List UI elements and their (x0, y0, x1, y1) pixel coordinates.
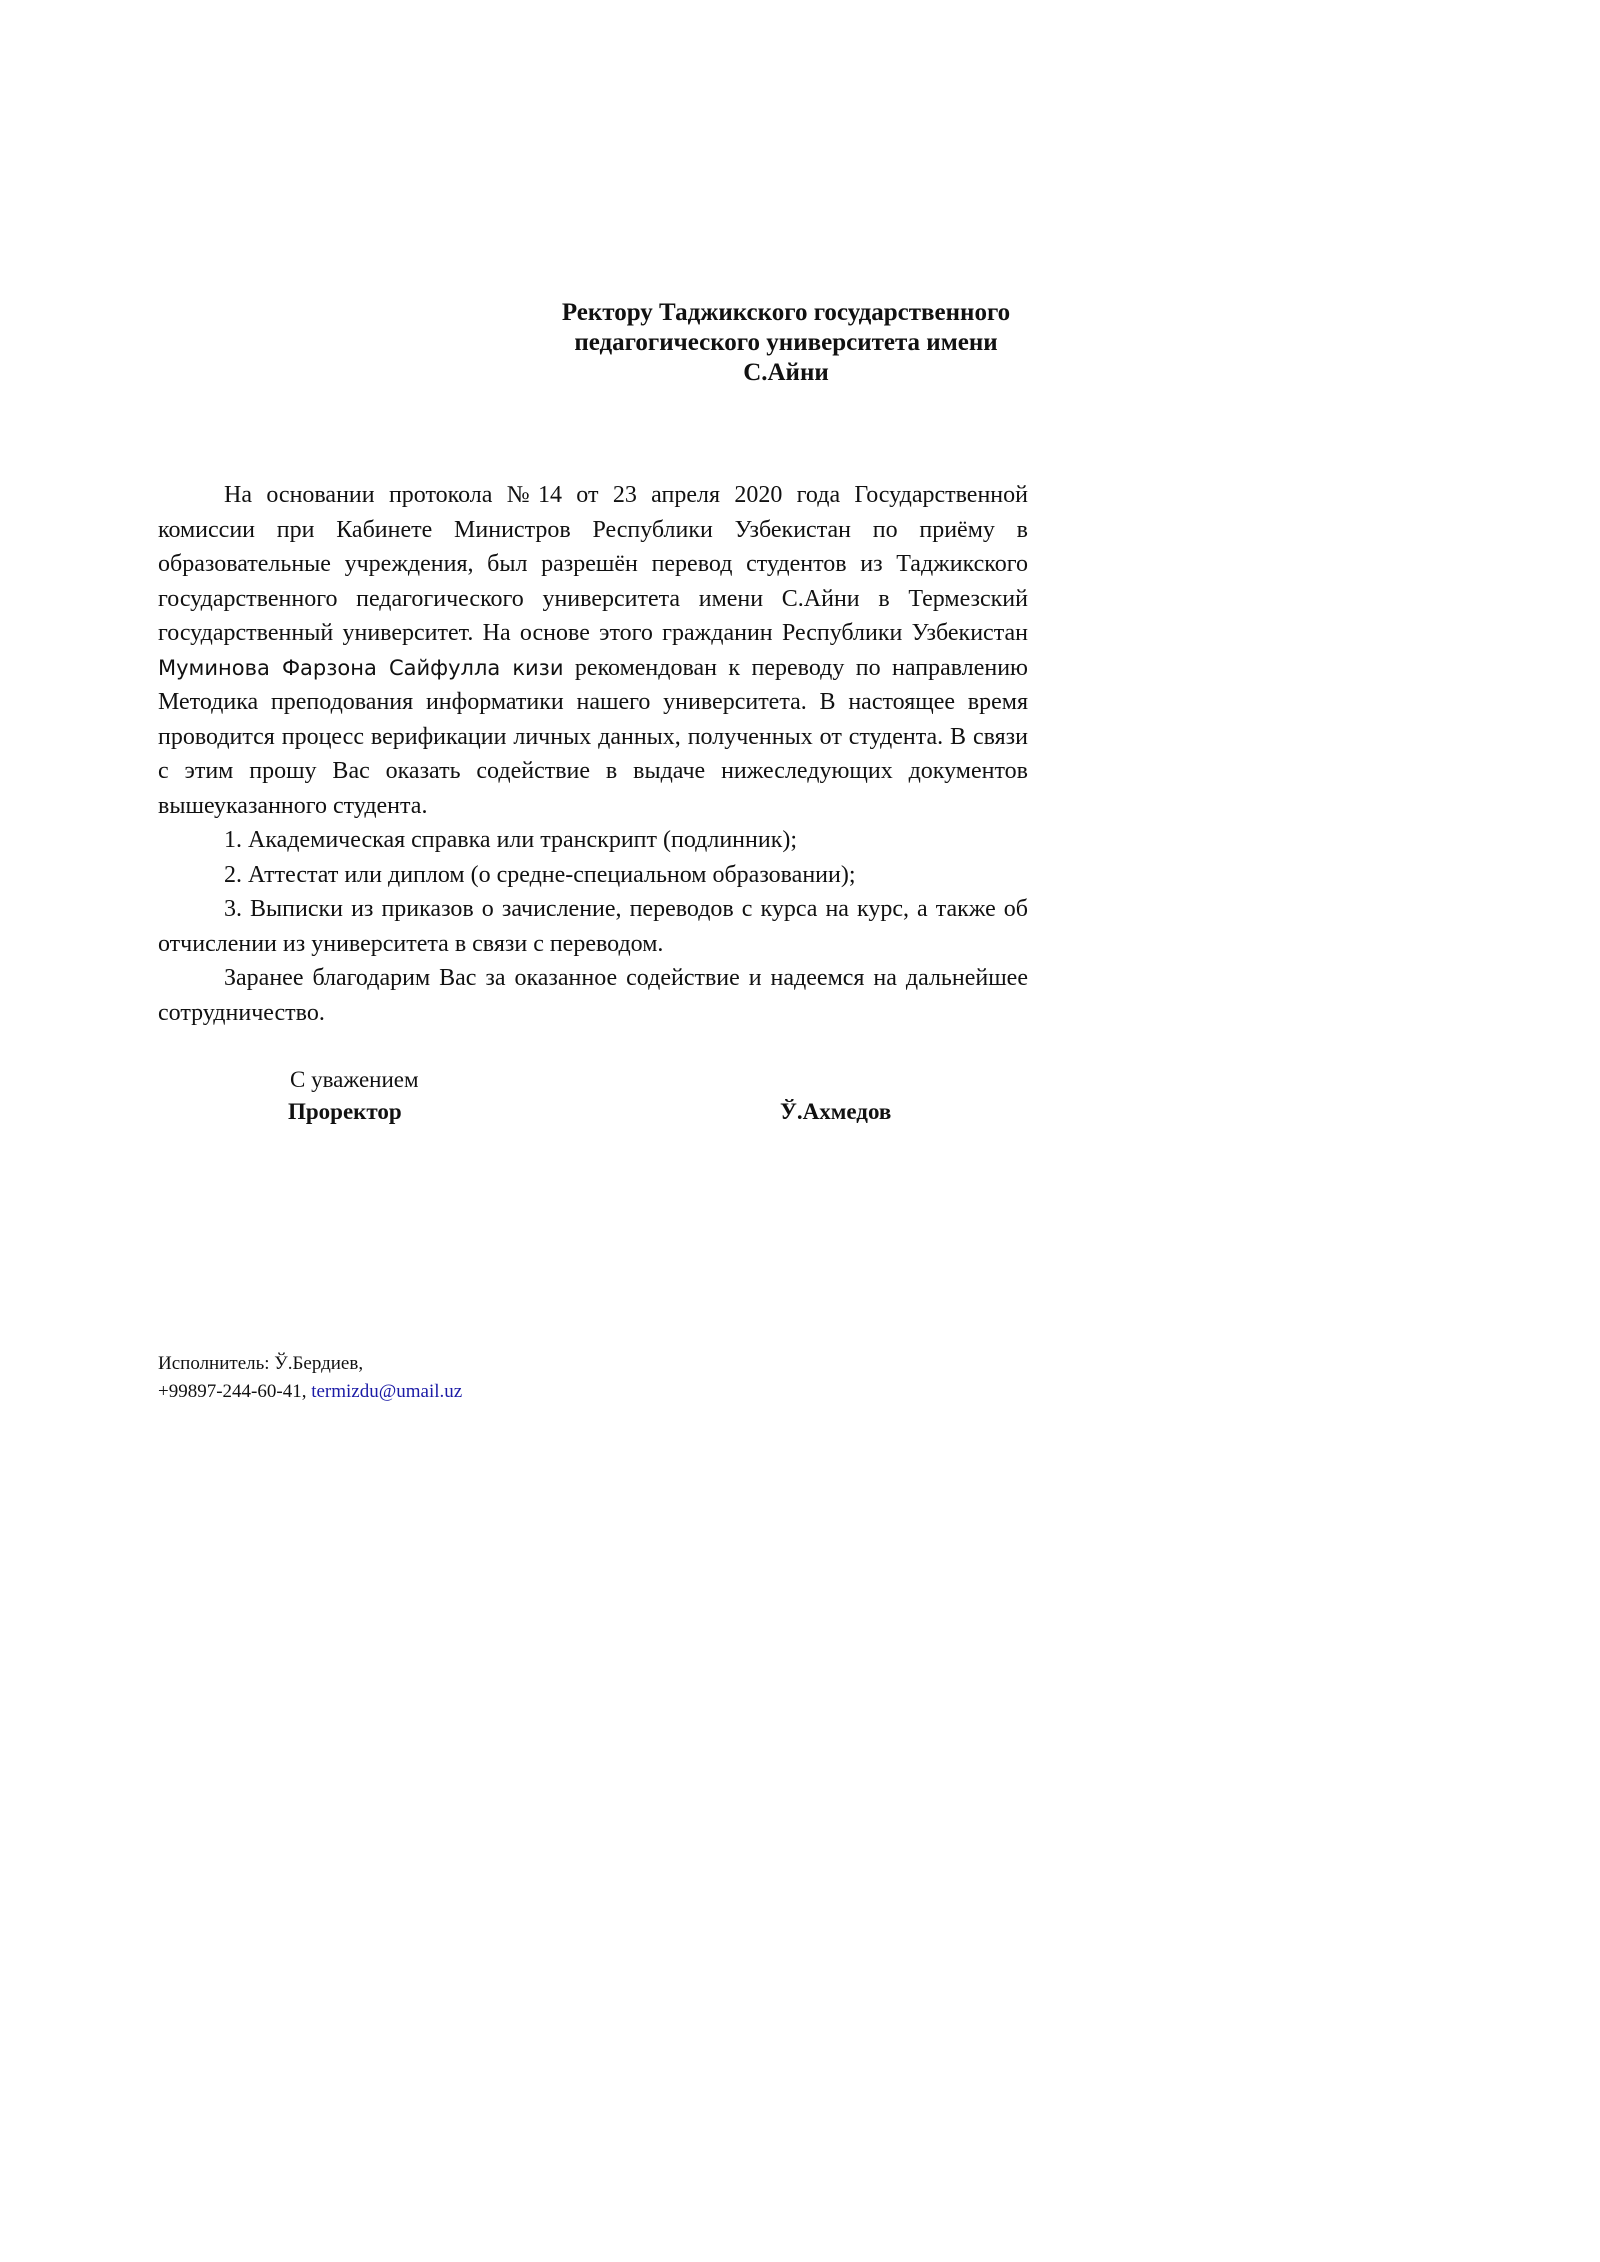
signer-name: Ў.Ахмедов (780, 1099, 892, 1124)
letter-page (0, 0, 1102, 1559)
main-paragraph (158, 478, 1028, 823)
regards-text: С уважением (290, 1067, 419, 1092)
executor-contacts (158, 1378, 462, 1406)
executor-phone: +99897-244-60-41, (158, 1381, 307, 1402)
addressee-line-3: С.Айни (743, 359, 829, 386)
student-name: Муминова Фарзона Сайфулла кизи (158, 655, 564, 680)
letter-body (158, 478, 1028, 1030)
document-list-item-3: 3. Выписки из приказов о зачисление, переводов с курса на курс, а также об отчислении из университета в связи с переводом. (158, 896, 1028, 957)
addressee-line-2: педагогического университета имени (574, 329, 998, 356)
main-paragraph-part-1: На основании протокола №14 от 23 апреля 2020 года Государственной комиссии при Кабинете Министров Республики Узбекистан по приёму в образовательные учреждения, был разрешён перевод студентов из Таджикского государственного педагогического университета имени С.Айни в Термезский государственный университет. На основе этого гражданин Республики Узбекистан (158, 482, 1028, 646)
executor-email-link[interactable]: termizdu@umail.uz (311, 1381, 463, 1402)
closing-paragraph: Заранее благодарим Вас за оказанное содействие и надеемся на дальнейшее сотрудничество. (158, 965, 1028, 1026)
executor-name: Исполнитель: Ў.Бердиев, (158, 1353, 364, 1374)
executor-block (158, 1350, 462, 1406)
main-paragraph-part-2: рекомендован к переводу по направлению Методика преподования информатики нашего университета. В настоящее время проводится процесс верификации личных данных, полученных от студента. В связи с этим прошу Вас оказать содействие в выдаче нижеследующих документов вышеуказанного студента. (158, 654, 1028, 819)
signer-position: Проректор (288, 1099, 402, 1124)
addressee-line-1: Ректору Таджикского государственного (561, 299, 1011, 326)
document-list-item-1: 1. Академическая справка или транскрипт (подлинник); (224, 827, 798, 853)
document-list-item-2: 2. Аттестат или диплом (о средне-специальном образовании); (224, 861, 856, 888)
addressee-block (540, 298, 1032, 388)
